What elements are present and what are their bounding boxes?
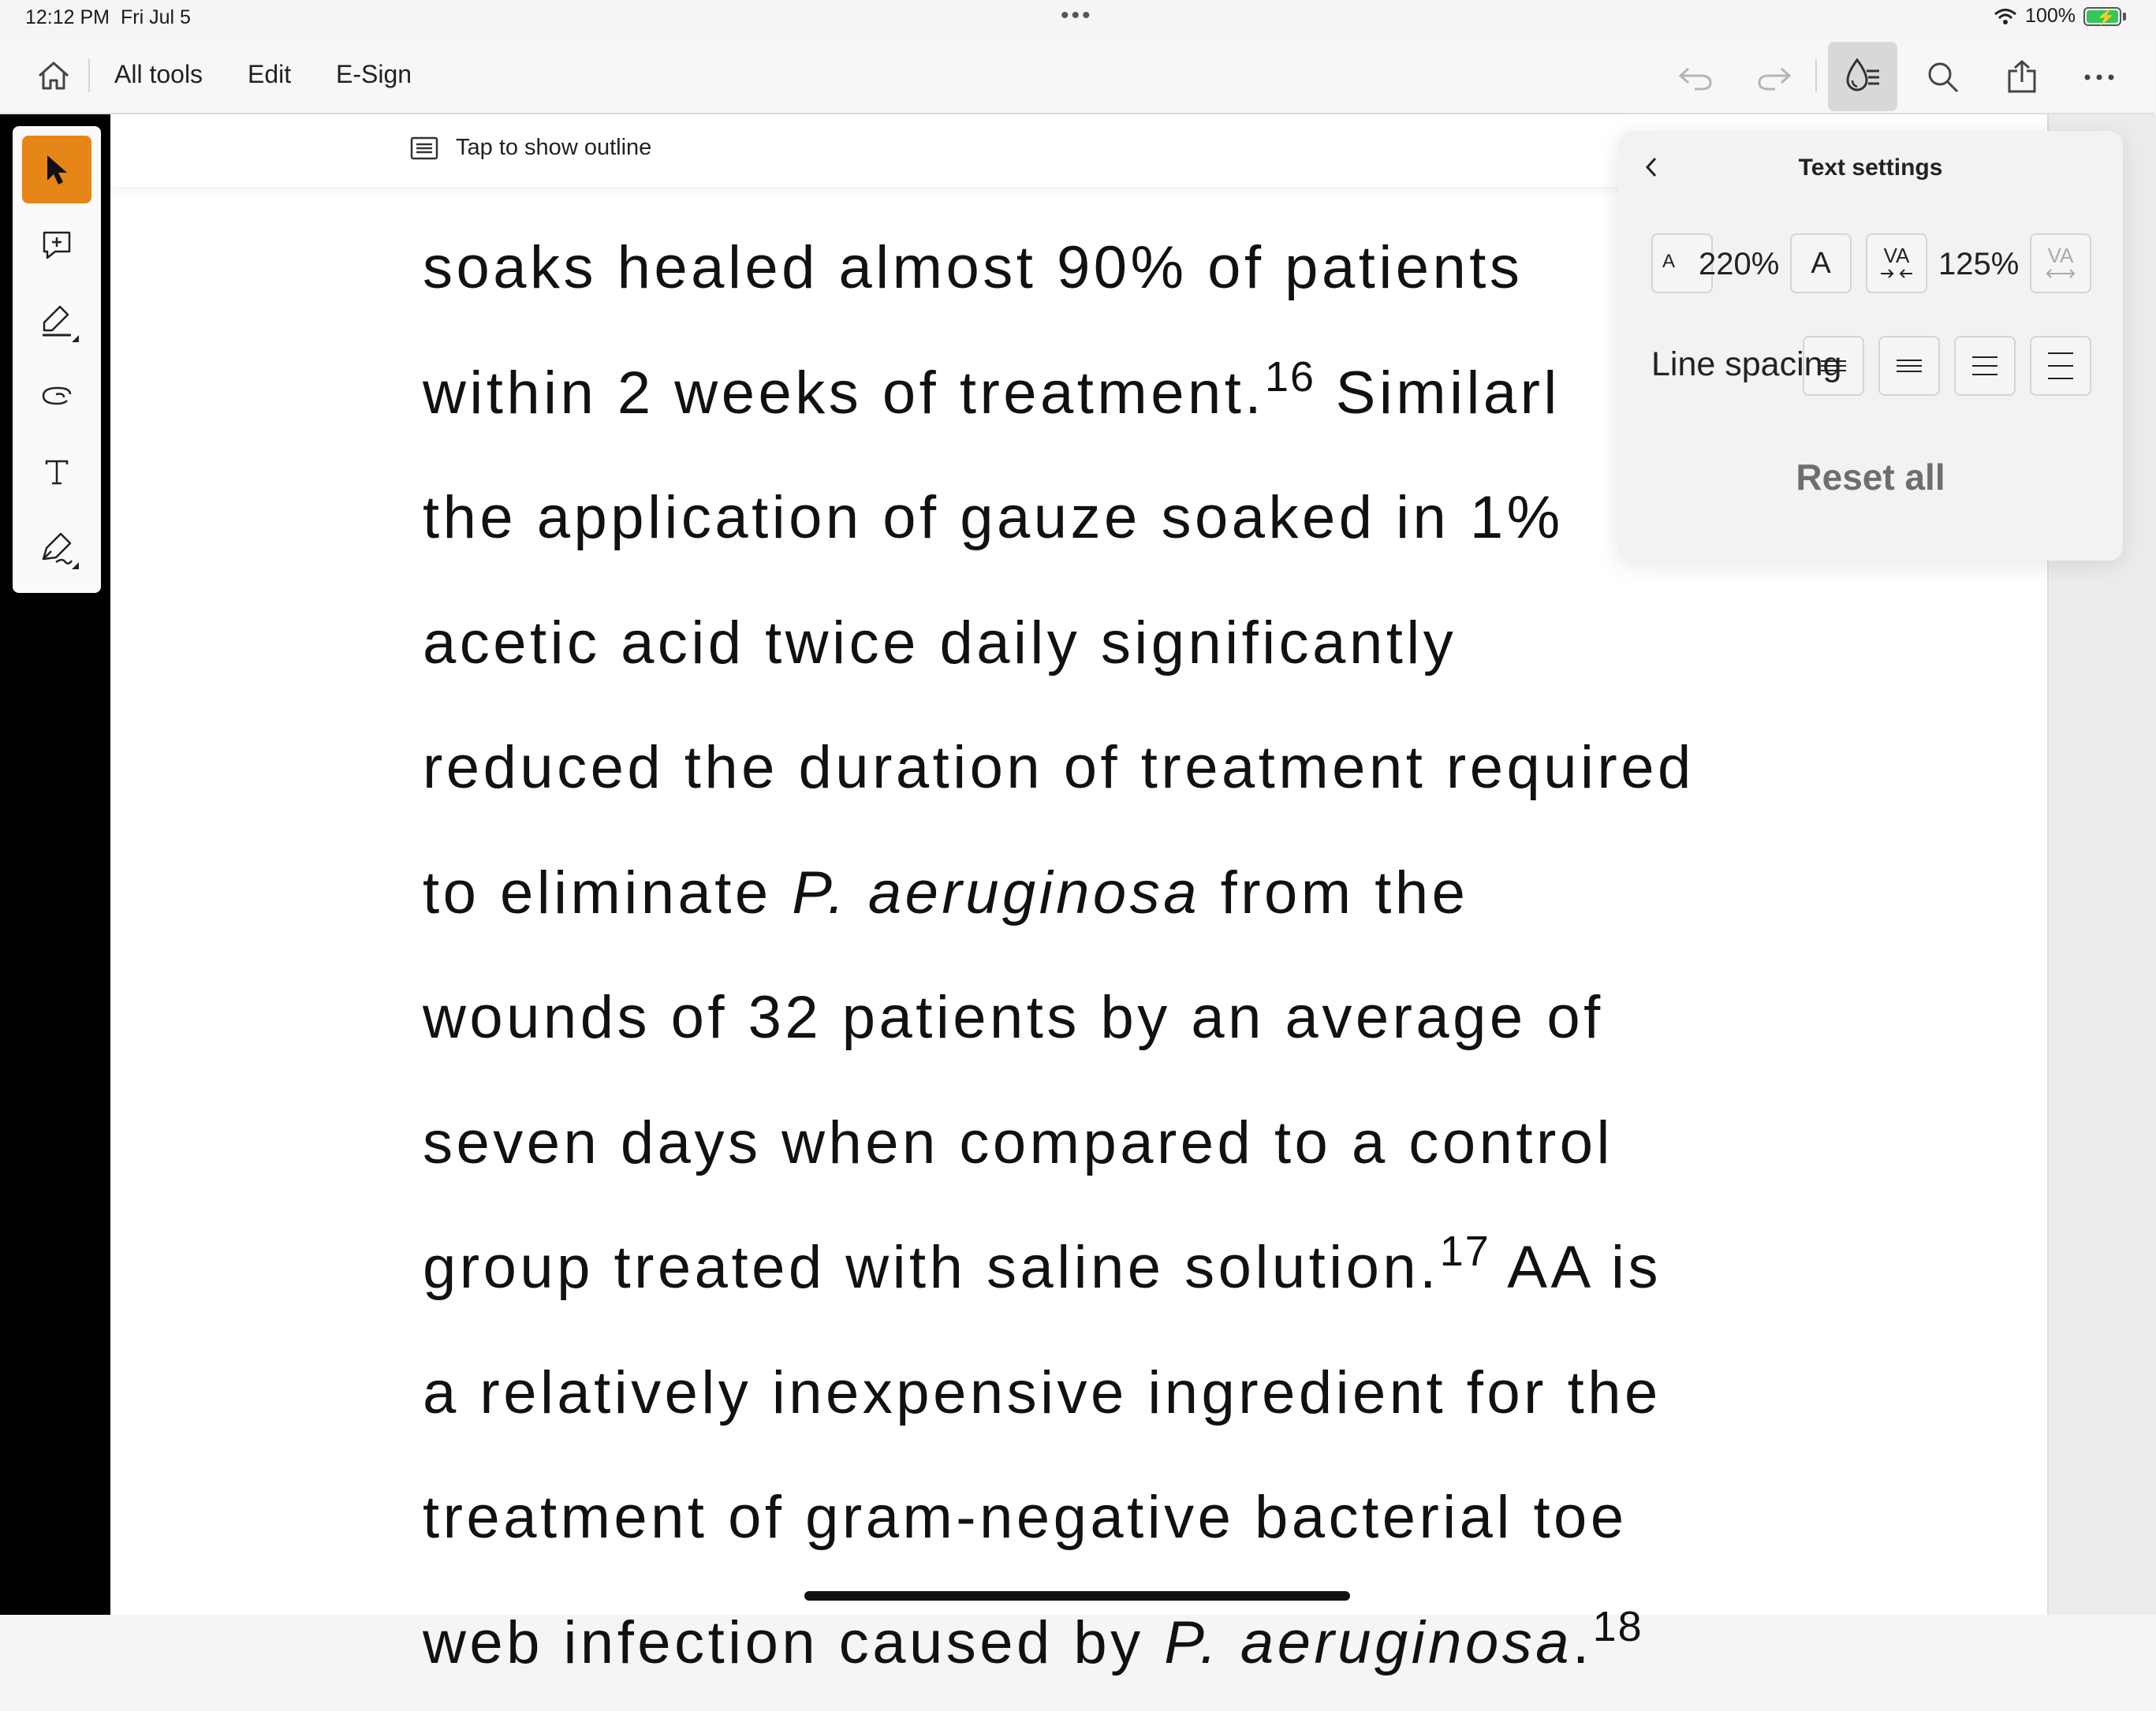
add-text-tool[interactable] [22, 438, 91, 506]
draw-tool[interactable] [22, 514, 91, 582]
home-indicator[interactable] [804, 1591, 1350, 1601]
more-button[interactable] [2076, 54, 2123, 101]
draw-icon [39, 531, 75, 565]
popover-title: Text settings [1798, 155, 1943, 181]
more-icon [2083, 73, 2115, 81]
lasso-tool[interactable] [22, 363, 91, 431]
status-time: 12:12 PM [25, 6, 110, 28]
citation-superscript: 16 [1264, 352, 1316, 401]
outline-label: Tap to show outline [456, 135, 652, 160]
citation-superscript: 17 [1439, 1228, 1490, 1275]
battery-icon: ⚡ [2083, 7, 2121, 26]
line-spacing-option-3[interactable] [1954, 336, 2016, 396]
outline-icon [410, 136, 438, 160]
home-icon [36, 60, 71, 91]
select-icon [43, 152, 71, 187]
liquid-mode-button[interactable] [1828, 42, 1897, 111]
select-tool[interactable] [22, 136, 91, 203]
text-settings-popover [1618, 131, 2123, 561]
undo-button[interactable] [1672, 54, 1719, 101]
highlight-tool[interactable] [22, 287, 91, 355]
text-line: within 2 weeks of treatment.$^{16}$ Similarl [423, 352, 1561, 427]
decrease-font-size-label: A [1662, 251, 1675, 272]
liquid-mode-icon [1843, 57, 1882, 96]
tool-rail [13, 126, 101, 593]
text-line: reduced the duration of treatment required [423, 734, 1695, 801]
text-line: wounds of 32 patients by an average of [423, 984, 1604, 1051]
text-line: the application of gauze soaked in 1% [423, 484, 1564, 551]
reset-all-button[interactable]: Reset all [1796, 457, 1945, 498]
svg-text:VA: VA [1883, 244, 1910, 267]
search-button[interactable] [1919, 54, 1967, 101]
increase-font-size-label: A [1811, 246, 1831, 280]
wifi-icon [1994, 8, 2017, 25]
char-spacing-tighten-icon [1878, 244, 1915, 283]
status-date: Fri Jul 5 [121, 6, 191, 28]
svg-text:VA: VA [2047, 244, 2074, 267]
add-text-icon [43, 458, 70, 486]
home-button[interactable] [32, 55, 76, 96]
line-spacing-option-2[interactable] [1878, 336, 1940, 396]
undo-icon [1677, 64, 1714, 91]
e-sign-link[interactable]: E-Sign [336, 60, 412, 88]
share-icon [2006, 60, 2038, 95]
font-size-value: 220% [1699, 247, 1780, 281]
redo-button[interactable] [1751, 54, 1798, 101]
char-spacing-value: 125% [1938, 247, 2020, 281]
status-bar [0, 0, 2154, 39]
add-comment-icon [41, 229, 73, 261]
status-right [1994, 5, 2126, 28]
text-line: group treated with saline solution.$^{17}$ AA is [423, 1228, 1662, 1301]
text-line: acetic acid twice daily significantly [423, 609, 1457, 677]
share-button[interactable] [1998, 54, 2046, 101]
text-line: web infection caused by P. aeruginosa.$^{18}$ [423, 1602, 1643, 1676]
char-spacing-loosen-icon [2042, 244, 2080, 283]
text-line: treatment of gram-negative bacterial toe [423, 1484, 1628, 1551]
multitasking-dots-icon[interactable]: ••• [1061, 2, 1093, 28]
line-spacing-compact-icon [1893, 357, 1925, 375]
battery-percent: 100% [2025, 5, 2076, 27]
line-spacing-option-4[interactable] [2030, 336, 2091, 396]
text-line: a relatively inexpensive ingredient for the [423, 1359, 1662, 1426]
show-outline-button[interactable] [410, 135, 651, 161]
line-spacing-label: Line spacing [1651, 345, 1842, 383]
citation-superscript: 18 [1592, 1602, 1643, 1650]
species-name: P. aeruginosa [792, 859, 1200, 926]
decrease-char-spacing-button[interactable] [1866, 233, 1927, 293]
text-line: to eliminate P. aeruginosa from the [423, 859, 1469, 926]
increase-font-size-button[interactable] [1790, 233, 1852, 293]
text-line: seven days when compared to a control [423, 1109, 1613, 1176]
edit-link[interactable]: Edit [248, 60, 292, 88]
line-spacing-loose-icon [2045, 350, 2076, 382]
search-icon [1927, 61, 1960, 94]
text-line: soaks healed almost 90% of patients [423, 234, 1524, 301]
species-name: P. aeruginosa [1164, 1608, 1572, 1676]
line-spacing-medium-icon [1969, 354, 2001, 378]
lasso-icon [40, 385, 73, 408]
redo-icon [1756, 64, 1792, 91]
add-comment-tool[interactable] [22, 211, 91, 279]
highlight-icon [39, 304, 74, 338]
top-toolbar [0, 39, 2154, 114]
all-tools-link[interactable]: All tools [114, 60, 203, 88]
increase-char-spacing-button[interactable] [2030, 233, 2091, 293]
